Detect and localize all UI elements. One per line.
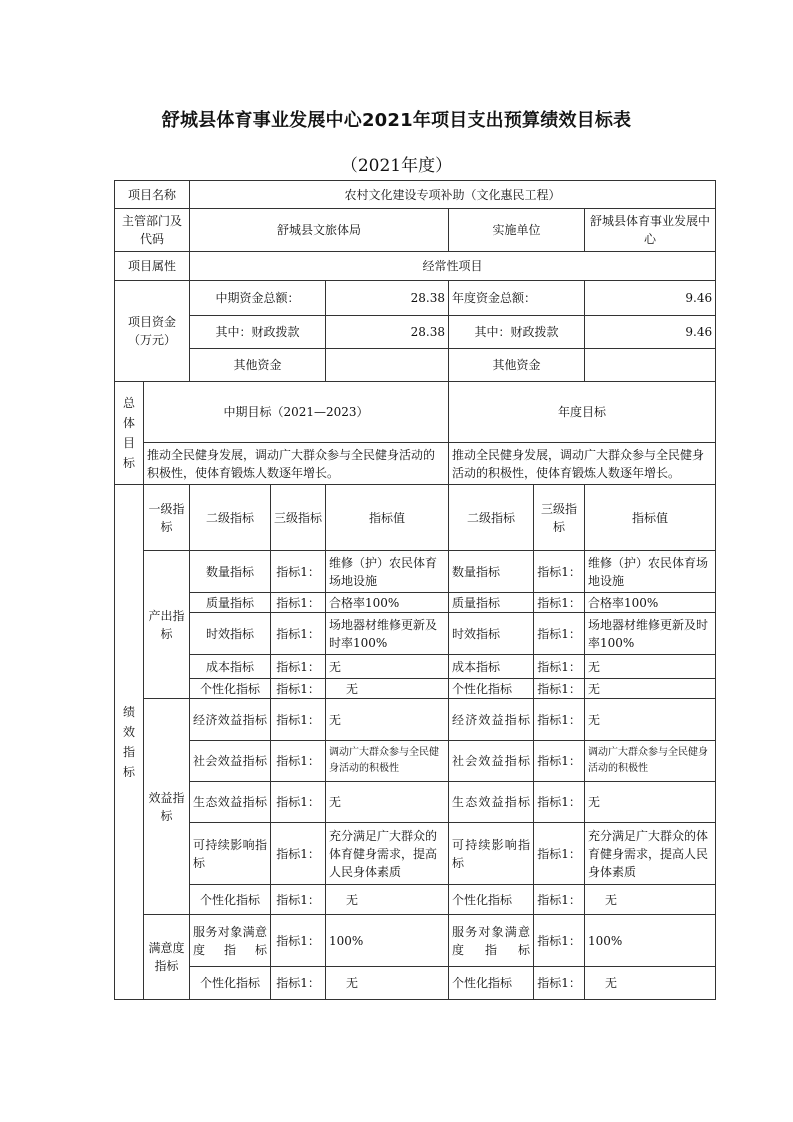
header-level2-year: 二级指标	[449, 485, 534, 551]
level3-cell: 指标1：	[271, 915, 326, 967]
level2-cell: 生态效益指标	[190, 782, 271, 823]
level3-cell: 指标1：	[271, 613, 326, 655]
level2-year-cell: 个性化指标	[449, 679, 534, 699]
level3-year-cell: 指标1：	[534, 593, 585, 613]
overall-label: 总体目标	[115, 382, 144, 485]
level3-year-cell: 指标1：	[534, 967, 585, 1000]
level2-cell: 个性化指标	[190, 679, 271, 699]
header-value: 指标值	[326, 485, 449, 551]
funds-label: 项目资金（万元）	[115, 281, 190, 382]
table-row	[115, 613, 716, 655]
value-cell: 无	[326, 967, 449, 1000]
department-row	[115, 209, 716, 252]
funds-total-row	[115, 281, 716, 316]
year-other-label: 其他资金	[449, 349, 585, 382]
group-benefit: 效益指标	[144, 699, 190, 915]
level3-year-cell: 指标1：	[534, 782, 585, 823]
table-row	[115, 655, 716, 679]
document-subtitle: （2021年度）	[340, 156, 453, 176]
level3-year-cell: 指标1：	[534, 699, 585, 741]
year-total-value: 9.46	[585, 281, 716, 316]
implementing-unit-value: 舒城县体育事业发展中心	[585, 209, 716, 252]
level2-cell: 服务对象满意度指标	[190, 915, 271, 967]
level2-year-cell: 时效指标	[449, 613, 534, 655]
level3-cell: 指标1：	[271, 699, 326, 741]
table-row	[115, 699, 716, 741]
project-attribute-label: 项目属性	[115, 252, 190, 281]
level2-cell: 成本指标	[190, 655, 271, 679]
mid-total-value: 28.38	[326, 281, 449, 316]
value-cell: 维修（护）农民体育场地设施	[326, 551, 449, 593]
value-year-cell: 调动广大群众参与全民健身活动的积极性	[585, 741, 716, 782]
level3-year-cell: 指标1：	[534, 655, 585, 679]
mid-other-label: 其他资金	[190, 349, 326, 382]
level3-year-cell: 指标1：	[534, 679, 585, 699]
table-row	[115, 593, 716, 613]
value-year-cell: 合格率100%	[585, 593, 716, 613]
project-attribute-row	[115, 252, 716, 281]
value-cell: 无	[326, 699, 449, 741]
value-year-cell: 100%	[585, 915, 716, 967]
overall-text-row	[115, 443, 716, 485]
header-value-year: 指标值	[585, 485, 716, 551]
value-cell: 无	[326, 679, 449, 699]
level3-cell: 指标1：	[271, 741, 326, 782]
indicator-header-row	[115, 485, 716, 551]
level2-year-cell: 社会效益指标	[449, 741, 534, 782]
level2-year-cell: 经济效益指标	[449, 699, 534, 741]
mid-objective-text: 推动全民健身发展，调动广大群众参与全民健身活动的积极性，使体育锻炼人数逐年增长。	[144, 443, 449, 485]
level2-year-cell: 质量指标	[449, 593, 534, 613]
year-other-value	[585, 349, 716, 382]
funds-other-row	[115, 349, 716, 382]
level2-cell: 个性化指标	[190, 967, 271, 1000]
group-satisfaction: 满意度指标	[144, 915, 190, 1000]
level2-year-cell: 可持续影响指标	[449, 823, 534, 885]
value-year-cell: 场地器材维修更新及时率100%	[585, 613, 716, 655]
value-year-cell: 充分满足广大群众的体育健身需求，提高人民身体素质	[585, 823, 716, 885]
level3-cell: 指标1：	[271, 782, 326, 823]
level2-year-cell: 个性化指标	[449, 885, 534, 915]
value-cell: 100%	[326, 915, 449, 967]
level2-cell: 个性化指标	[190, 885, 271, 915]
level3-cell: 指标1：	[271, 823, 326, 885]
level3-year-cell: 指标1：	[534, 823, 585, 885]
project-name-label: 项目名称	[115, 181, 190, 209]
level3-cell: 指标1：	[271, 655, 326, 679]
implementing-unit-label: 实施单位	[449, 209, 585, 252]
overall-header-row	[115, 382, 716, 443]
table-row	[115, 679, 716, 699]
year-fiscal-label: 其中：财政拨款	[449, 316, 585, 349]
value-year-cell: 无	[585, 885, 716, 915]
project-attribute-value: 经常性项目	[190, 252, 716, 281]
year-fiscal-value: 9.46	[585, 316, 716, 349]
level3-cell: 指标1：	[271, 679, 326, 699]
year-objective-header: 年度目标	[449, 382, 716, 443]
mid-other-value	[326, 349, 449, 382]
level2-cell: 时效指标	[190, 613, 271, 655]
value-cell: 无	[326, 885, 449, 915]
value-cell: 无	[326, 655, 449, 679]
value-cell: 合格率100%	[326, 593, 449, 613]
level3-year-cell: 指标1：	[534, 885, 585, 915]
header-level1: 一级指标	[144, 485, 190, 551]
performance-table	[114, 180, 716, 1000]
level3-cell: 指标1：	[271, 885, 326, 915]
project-name-row	[115, 181, 716, 209]
level2-cell: 质量指标	[190, 593, 271, 613]
level3-cell: 指标1：	[271, 551, 326, 593]
level2-cell: 经济效益指标	[190, 699, 271, 741]
value-cell: 调动广大群众参与全民健身活动的积极性	[326, 741, 449, 782]
level3-year-cell: 指标1：	[534, 613, 585, 655]
value-year-cell: 维修（护）农民体育场地设施	[585, 551, 716, 593]
level2-year-cell: 数量指标	[449, 551, 534, 593]
table-row	[115, 885, 716, 915]
year-total-label: 年度资金总额：	[449, 281, 585, 316]
level3-cell: 指标1：	[271, 967, 326, 1000]
header-level2: 二级指标	[190, 485, 271, 551]
level2-year-cell: 生态效益指标	[449, 782, 534, 823]
value-year-cell: 无	[585, 655, 716, 679]
table-row	[115, 741, 716, 782]
level3-cell: 指标1：	[271, 593, 326, 613]
value-cell: 无	[326, 782, 449, 823]
level2-cell: 社会效益指标	[190, 741, 271, 782]
value-year-cell: 无	[585, 699, 716, 741]
performance-label: 绩效指标	[115, 485, 144, 1000]
header-level3-year: 三级指标	[534, 485, 585, 551]
document-title: 舒城县体育事业发展中心2021年项目支出预算绩效目标表	[161, 110, 632, 131]
level3-year-cell: 指标1：	[534, 915, 585, 967]
level3-year-cell: 指标1：	[534, 741, 585, 782]
funds-fiscal-row	[115, 316, 716, 349]
table-row	[115, 823, 716, 885]
department-label: 主管部门及代码	[115, 209, 190, 252]
header-level3: 三级指标	[271, 485, 326, 551]
table-row	[115, 967, 716, 1000]
value-cell: 充分满足广大群众的体育健身需求，提高人民身体素质	[326, 823, 449, 885]
level2-year-cell: 个性化指标	[449, 967, 534, 1000]
year-objective-text: 推动全民健身发展，调动广大群众参与全民健身活动的积极性，使体育锻炼人数逐年增长。	[449, 443, 716, 485]
value-cell: 场地器材维修更新及时率100%	[326, 613, 449, 655]
level2-year-cell: 服务对象满意度指标	[449, 915, 534, 967]
project-name-value: 农村文化建设专项补助（文化惠民工程）	[190, 181, 716, 209]
mid-objective-header: 中期目标（2021—2023）	[144, 382, 449, 443]
table-row	[115, 782, 716, 823]
mid-fiscal-value: 28.38	[326, 316, 449, 349]
value-year-cell: 无	[585, 782, 716, 823]
table-row	[115, 551, 716, 593]
value-year-cell: 无	[585, 967, 716, 1000]
level2-year-cell: 成本指标	[449, 655, 534, 679]
mid-total-label: 中期资金总额：	[190, 281, 326, 316]
mid-fiscal-label: 其中：财政拨款	[190, 316, 326, 349]
department-value: 舒城县文旅体局	[190, 209, 449, 252]
value-year-cell: 无	[585, 679, 716, 699]
group-output: 产出指标	[144, 551, 190, 699]
level3-year-cell: 指标1：	[534, 551, 585, 593]
level2-cell: 数量指标	[190, 551, 271, 593]
level2-cell: 可持续影响指标	[190, 823, 271, 885]
table-row	[115, 915, 716, 967]
